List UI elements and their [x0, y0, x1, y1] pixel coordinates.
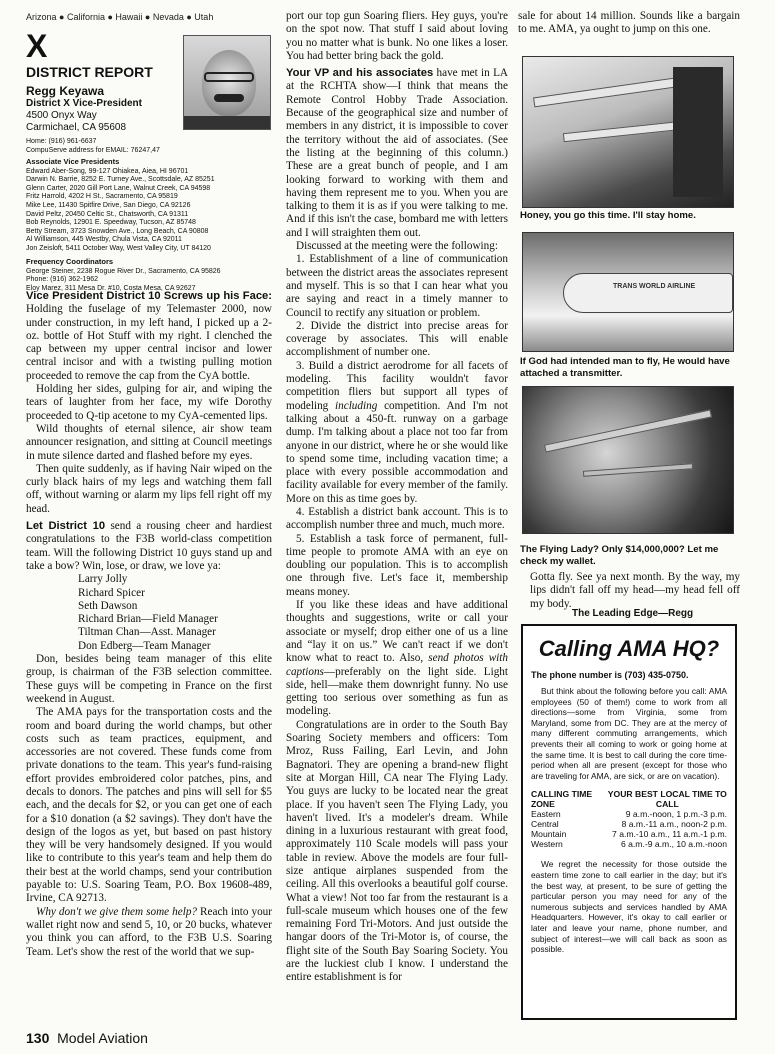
zone-cell: Eastern [531, 809, 561, 820]
team-member: Richard Brian—Field Manager [78, 613, 218, 626]
emphasis: including [335, 399, 378, 412]
team-member: Richard Spicer [78, 586, 145, 599]
author-address-2: Carmichael, CA 95608 [26, 122, 127, 133]
list-item: 5. Establish a task force of permanent, full-time people to promote AMA with an eye on doubling our population. This is to accomplish one through five. Let's face it, membership means money. [286, 532, 508, 598]
photo-flying-lady [522, 386, 734, 534]
box-phone: The phone number is (703) 435-0750. [531, 670, 689, 680]
table-row [531, 819, 727, 829]
paragraph-lead: Why don't we give them some help? [36, 905, 198, 918]
zone-cell: Western [531, 839, 563, 850]
paragraph: If you like these ideas and have additional thoughts and suggestions, write or call your associate or myself; drop either one of us a line and “lay it on us.” We can't react if we don't know what to react to. Also, [286, 599, 508, 665]
paragraph: Holding the fuselage of my Telemaster 2000, now under construction, in my left hand, I picked up a 2-oz. bottle of Hot Stuff with my right. I clenched the cap between my upper central incisor and lower central incisor and with a twisting pulling motion proceeded to remove the cap from the CyA bottle. [26, 303, 272, 382]
table-header: CALLING TIME ZONE [531, 789, 593, 810]
page-footer [26, 1030, 148, 1046]
glasses-icon [204, 72, 254, 82]
box-paragraph: We regret the necessity for those outside the eastern time zone to call earlier in the day; but it's the best way, at present, to be sure of getting the particular person you may need for any of the numerous subjects and services handled by AMA Headquarters. However, it's okay to call earlier or later and leave your name, phone number, and subject of interest—we will call back as soon as possible. [531, 859, 727, 955]
time-cell: 8 a.m.-11 a.m., noon-2 p.m. [621, 819, 727, 830]
associate-line: Fritz Harrold, 4202 H St., Sacramento, CA 95819 [26, 193, 178, 201]
list-item: 2. Divide the district into precise areas for coverage by associates. This will enable accomplishment of number one. [286, 319, 508, 359]
table-header: YOUR BEST LOCAL TIME TO CALL [607, 789, 727, 810]
table-row [531, 809, 727, 819]
frequency-heading: Frequency Coordinators [26, 257, 114, 266]
column-3-closing [530, 571, 740, 611]
box-title: Calling AMA HQ? [538, 636, 720, 661]
signature-line: The Leading Edge—Regg [572, 608, 694, 619]
team-member: Seth Dawson [78, 599, 138, 612]
photo-caption: The Flying Lady? Only $14,000,000? Let me check my wallet. [520, 544, 719, 567]
paragraph: sale for about 14 million. Sounds like a bargain to me. AMA, ya ought to jump on this one. [518, 10, 740, 36]
emphasis: send photos with captions [286, 652, 508, 678]
frequency-list [26, 258, 276, 293]
associate-line: Betty Stream, 3723 Snowden Ave., Long Beach, CA 90808 [26, 227, 209, 235]
list-item: 4. Establish a district bank account. This is to accomplish number three and much, much more. [286, 505, 508, 532]
author-home-phone: Home: (916) 961-6637 [26, 138, 97, 145]
team-member: Don Edberg—Team Manager [78, 639, 211, 652]
paragraph: Gotta fly. See ya next month. By the way, my lips didn't fall off my head—my head fell off my body. [530, 571, 740, 610]
section-title: DISTRICT REPORT [26, 64, 153, 80]
author-compuserve: CompuServe address for EMAIL: 76247,47 [26, 146, 160, 154]
states-line: Arizona ● California ● Hawaii ● Nevada ● Utah [26, 12, 214, 22]
paragraph-lead: Your VP and his associates [286, 67, 434, 80]
column-2-body [286, 10, 508, 1020]
zone-cell: Mountain [531, 829, 567, 840]
author-face [202, 50, 256, 116]
paragraph: Don, besides being team manager of this elite group, is chairman of the F3B selection committee. These guys will be competing in France on the first weekend in August. [26, 653, 272, 705]
team-member: Tiltman Chan—Asst. Manager [78, 626, 216, 639]
table-row [531, 839, 727, 849]
associate-line: Al Williamson, 445 Westby, Chula Vista, CA 92011 [26, 236, 182, 244]
box-paragraph: But think about the following before you call: AMA employees (50 of them!) come to work from all directions—some from Virginia, some from Maryland, some from DC. They are at the mercy of many different commuting arrangements, which prevents their all coming to work or going home at the same time. It is best to call during the core time-period when all are present (except for those who are traveling for AMA, are sick, or are on vacation). [531, 686, 727, 781]
wing-shape [544, 409, 712, 452]
photo-caption: If God had intended man to fly, He would have attached a transmitter. [520, 356, 730, 379]
photo-trimotor [522, 232, 734, 352]
author-shoulders [184, 116, 271, 130]
time-cell: 7 a.m.-10 a.m., 11 a.m.-1 p.m. [612, 829, 727, 840]
wing-shape [563, 121, 683, 142]
associate-line: Edward Aber-Song, 99-127 Ohiakea, Aiea, HI 96701 [26, 167, 189, 175]
photo-biplane [522, 56, 734, 208]
team-member: Larry Jolly [78, 573, 128, 586]
magazine-name: Model Aviation [57, 1030, 148, 1046]
list-item: 1. Establishment of a line of communication between the district areas the associates represent and myself. This is so that I can hear what you are saying and react in a timely manner to Council to rectify any situation or problem. [286, 253, 508, 319]
paragraph: The AMA pays for the transportation costs and the room and board during the world champs, but other costs such as team practices, equipment, and accessories are not covered. These funds come from private donations to the team. This year's fund-raising effort provides embroidered color patches, pins, and decals to donors. The patches and pins will sell for $5 each, and the decals for $2, or you can get one of each for a $10 donation (a $2 savings). They don't have the design of the logos as yet, but based on past history they will be very handsomely designed. If you would like to contribute to this year's team and help them do their best at the world champs, send your contribution payable to: U.S. Soaring Team, P.O. Box 19608-489, Irvine, CA 92713. [26, 706, 272, 905]
associate-line: Mike Lee, 11430 Spitfire Drive, San Diego, CA 92126 [26, 201, 191, 209]
fuselage-shape [563, 273, 733, 313]
paragraph-lead: Let District 10 [26, 520, 106, 533]
frequency-line: George Steiner, 2238 Rogue River Dr., Sacramento, CA 95826 [26, 267, 221, 275]
paragraph: send a rousing cheer and hardiest congratulations to the F3B world-class competition team. Will the following District 10 guys stand up and take a bow? Win, lose, or draw, we love ya: [26, 520, 272, 572]
paragraph: port our top gun Soaring fliers. Hey guys, you're on the spot now. That stuff I said about loving you no matter what is bunk. No one likes a loser. You had better bring back the gold. [286, 10, 508, 62]
paragraph: Discussed at the meeting were the following: [296, 240, 498, 253]
author-photo [183, 35, 271, 130]
associate-line: Jon Zeisloft, 5411 October Way, West Valley City, UT 84120 [26, 244, 211, 252]
mustache-icon [214, 94, 244, 102]
author-name: Regg Keyawa [26, 84, 105, 98]
column-3-intro [518, 10, 740, 54]
photo-caption: Honey, you go this time. I'll stay home. [520, 210, 696, 221]
frequency-line: Phone: (916) 362-1962 [26, 276, 98, 284]
zone-cell: Central [531, 819, 559, 830]
page-number: 130 [26, 1030, 50, 1046]
paragraph: Congratulations are in order to the South Bay Soaring Society members and officers: Tom Mroz, Russ Failing, Earl Levin, and John Bagnatori. They are opening a brand-new flight site at Morgan Hill, CA near The Flying Lady. You guys are lucky to be located near the great place. If you haven't seen The Flying Lady, you haven't lived. It's a modeler's dream. While dining in a luxurious restaurant with great food, approximately 110 Scale models will pass your table in review. Above the models are four full-size antique airplanes suspended from the ceiling. All this overlooks a beautiful golf course. What a view! Not too far from the restaurant is a full-scale museum which houses one of the few remaining Ford Tri-Motors. And just outside the hangar doors of the Tri-Motor is, of course, the flight site of the South Bay Soaring Society. You are the luckiest club I know. I understand the entire establishment is for [286, 718, 508, 984]
column-1-body [26, 290, 272, 1020]
time-cell: 6 a.m.-9 a.m., 10 a.m.-noon [620, 839, 727, 850]
author-title: District X Vice-President [26, 98, 142, 109]
call-times-table [531, 789, 727, 849]
paragraph: Wild thoughts of eternal silence, air show team announcer resignation, and sitting at Council meetings in mute silence darted and flashed before my eyes. [26, 422, 272, 462]
district-letter: X [26, 28, 48, 64]
paragraph-cont: —preferably on the light side. Light side, hell—make them downright funny. No use getting too serious over something as fun as modeling. [286, 665, 508, 718]
engine-shape [673, 67, 723, 197]
associates-heading: Associate Vice Presidents [26, 157, 120, 166]
associates-list [26, 158, 276, 254]
author-address-1: 4500 Onyx Way [26, 110, 97, 121]
paragraph: Then quite suddenly, as if having Nair wiped on the curly black hairs of my legs and watching them fall off, without warning or alarm my lips fell right off my head. [26, 462, 272, 515]
paragraph: Holding her sides, gulping for air, and wiping the tears of laughter from her face, my wife Dorothy proceeded to Q-tip acetone to my CyA-cemented lips. [26, 383, 272, 422]
table-row [531, 829, 727, 839]
list-item-cont: competition. And I'm not talking about a 450-ft. runway on a garbage dump. I'm talking about a place not too far from anyone in our district, where he or she would like to spend some time, including vacation time; a place with every possible accommodation and facility available for every member of the family. More on this as time goes by. [286, 399, 508, 505]
frequency-line: Eloy Marez, 311 Mesa Dr. #10, Costa Mesa, CA 92627 [26, 284, 196, 292]
paragraph: have met in LA at the RCHTA show—I think that means the Remote Control Hobby Trade Association. Because of the geographical size and number of members in any district, it is impossible to cover the territory without the aid of associates. (See the listing at the beginning of this column.) These are a great bunch of people, and I am looking forward to working with them and having them represent me to you. When you are talking to them it is as if you were talking to me. And if this isn't the case, bombard me with letters and I will straighten them out. [286, 67, 508, 239]
ama-hq-box [521, 624, 737, 1020]
wing-shape [533, 77, 683, 108]
paragraph-lead: Vice President District 10 Screws up his Face: [26, 290, 272, 302]
team-list [26, 573, 272, 653]
associate-line: Bob Reynolds, 12901 E. Speedway, Tucson, AZ 85748 [26, 219, 196, 227]
associate-line: David Peltz, 20450 Celtic St., Chatsworth, CA 91311 [26, 210, 189, 218]
airline-lettering: TRANS WORLD AIRLINE [613, 283, 696, 290]
list-item: 3. Build a district aerodrome for all facets of modeling. This facility wouldn't favor competition fliers but support all types of modeling [286, 359, 508, 412]
author-contact [26, 138, 276, 155]
associate-line: Glenn Carter, 2020 Gill Port Lane, Walnut Creek, CA 94598 [26, 184, 211, 192]
time-cell: 9 a.m.-noon, 1 p.m.-3 p.m. [625, 809, 727, 820]
wing-shape [583, 463, 693, 477]
associate-line: Darwin N. Barrie, 8252 E. Turney Ave., Scottsdale, AZ 85251 [26, 176, 215, 184]
paragraph: Reach into your wallet right now and send 5, 10, or 20 bucks, whatever you think you can afford, to the F3B U.S. Soaring Team. Let's show the rest of the world that we sup- [26, 905, 272, 958]
